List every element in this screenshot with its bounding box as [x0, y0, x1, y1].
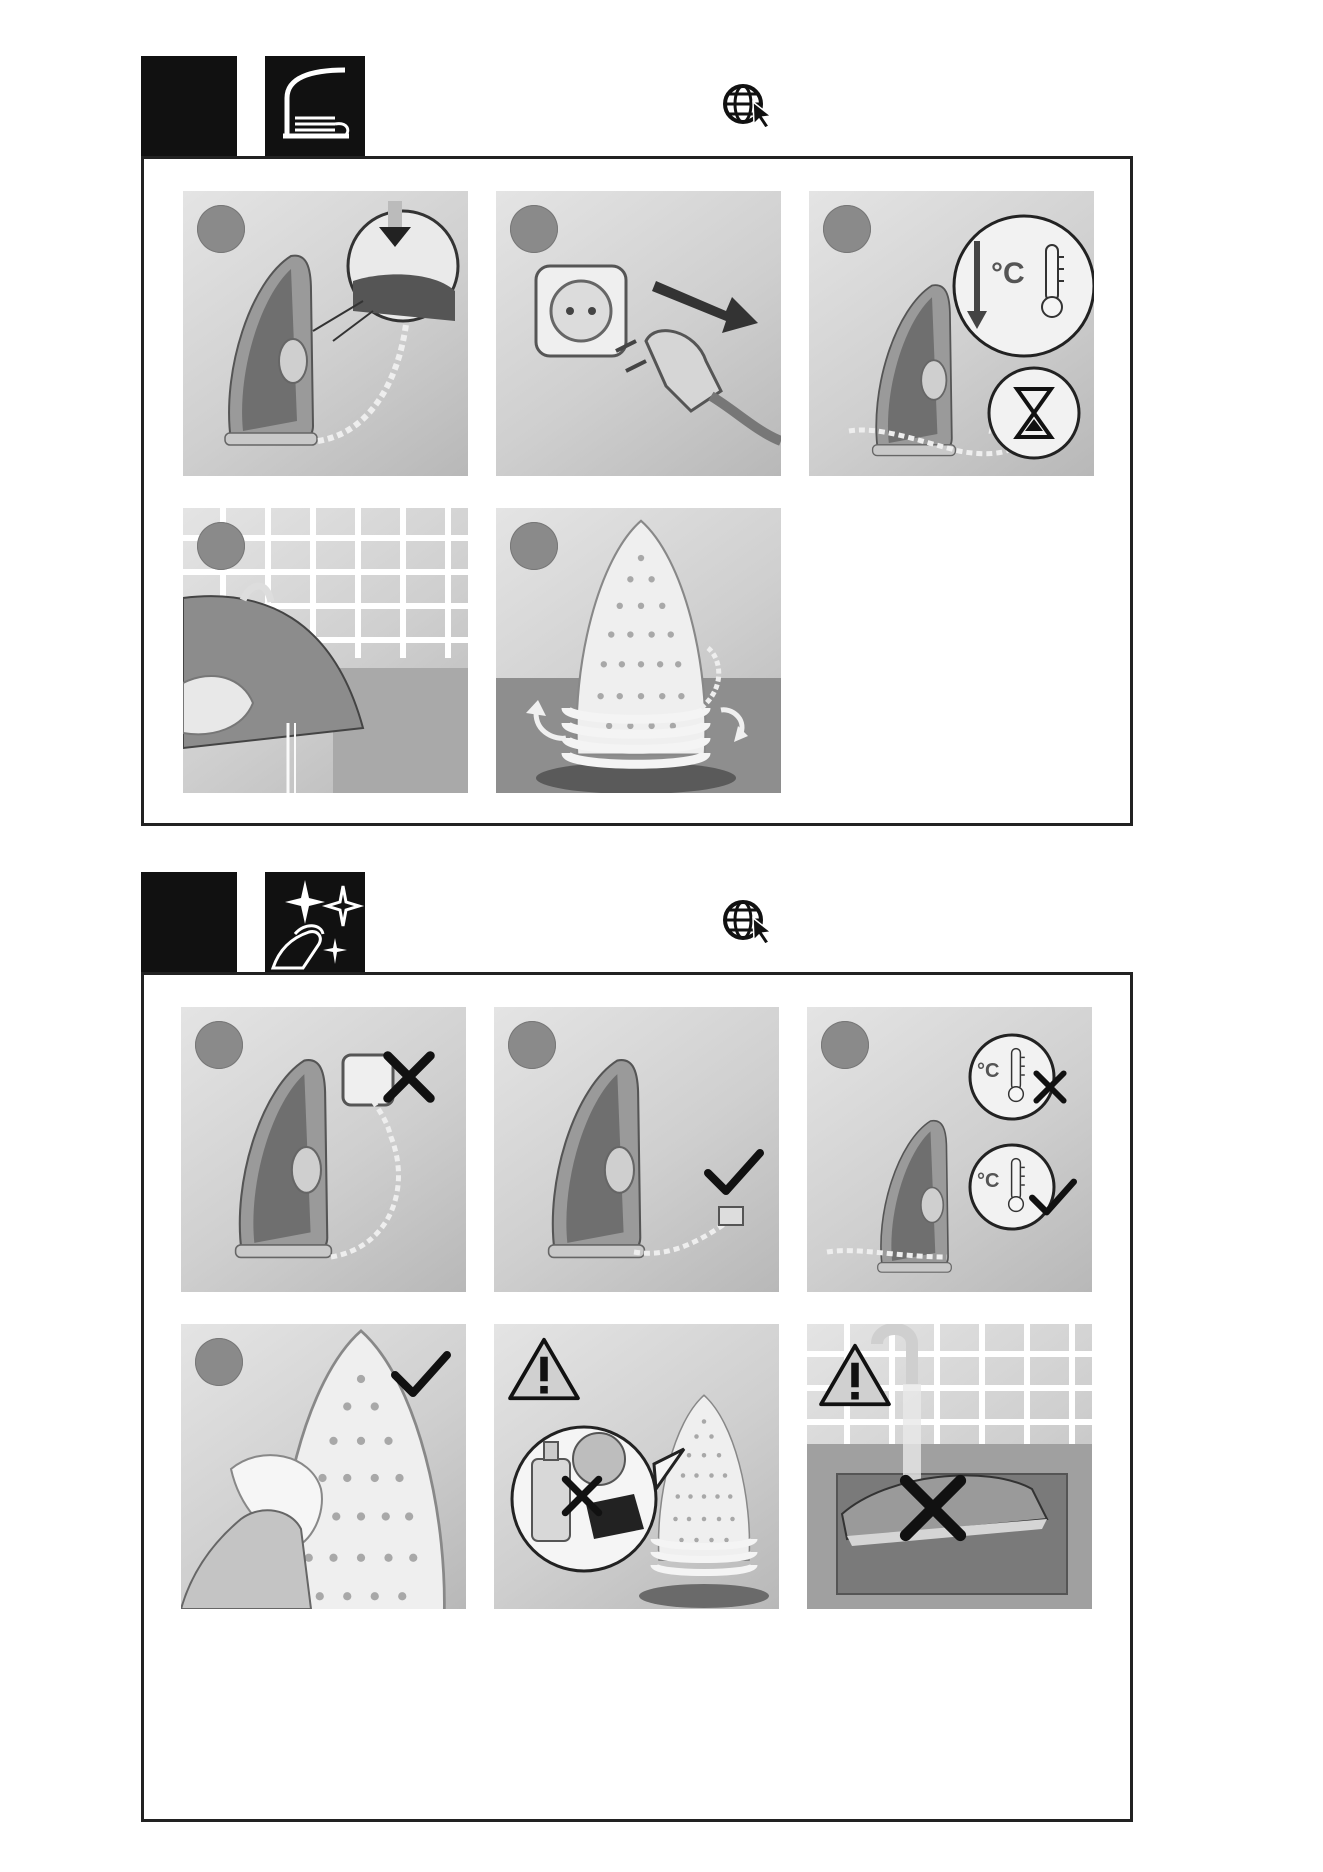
step-number-badge: [195, 1338, 243, 1386]
step-panel-do-not-plug: [181, 1007, 466, 1292]
step-panel-cord-wrap: [496, 508, 781, 793]
step-panel-unplug: [496, 191, 781, 476]
step-panel-setting-dial: [183, 191, 468, 476]
step-number-badge: [197, 522, 245, 570]
section-cleaning: [141, 872, 1133, 1822]
section-number-tab: [141, 872, 237, 972]
step-number-badge: [823, 205, 871, 253]
step-panel-empty-tank: [183, 508, 468, 793]
step-panel-no-running-water: [807, 1324, 1092, 1609]
step-panel-unplugged: [494, 1007, 779, 1292]
storage-instructions-frame: [141, 156, 1133, 826]
iron-cord-wrap-icon: [265, 56, 365, 156]
step-panel-wipe-soleplate: [181, 1324, 466, 1609]
step-number-badge: [510, 522, 558, 570]
svg-text:°C: °C: [977, 1170, 1000, 1192]
step-number-badge: [510, 205, 558, 253]
cleaning-instructions-frame: [141, 972, 1133, 1822]
svg-text:°C: °C: [977, 1060, 1000, 1082]
step-panel-cool-down: [809, 191, 1094, 476]
globe-cursor-icon[interactable]: [719, 896, 775, 946]
globe-cursor-icon[interactable]: [719, 80, 775, 130]
step-number-badge: [195, 1021, 243, 1069]
svg-text:°C: °C: [991, 257, 1025, 290]
cleaning-sparkle-icon: [265, 872, 365, 972]
step-number-badge: [197, 205, 245, 253]
step-number-badge: [508, 1021, 556, 1069]
step-panel-cold-iron: [807, 1007, 1092, 1292]
step-number-badge: [821, 1021, 869, 1069]
section-storage: [141, 56, 1133, 826]
step-panel-no-abrasives: [494, 1324, 779, 1609]
section-number-tab: [141, 56, 237, 156]
